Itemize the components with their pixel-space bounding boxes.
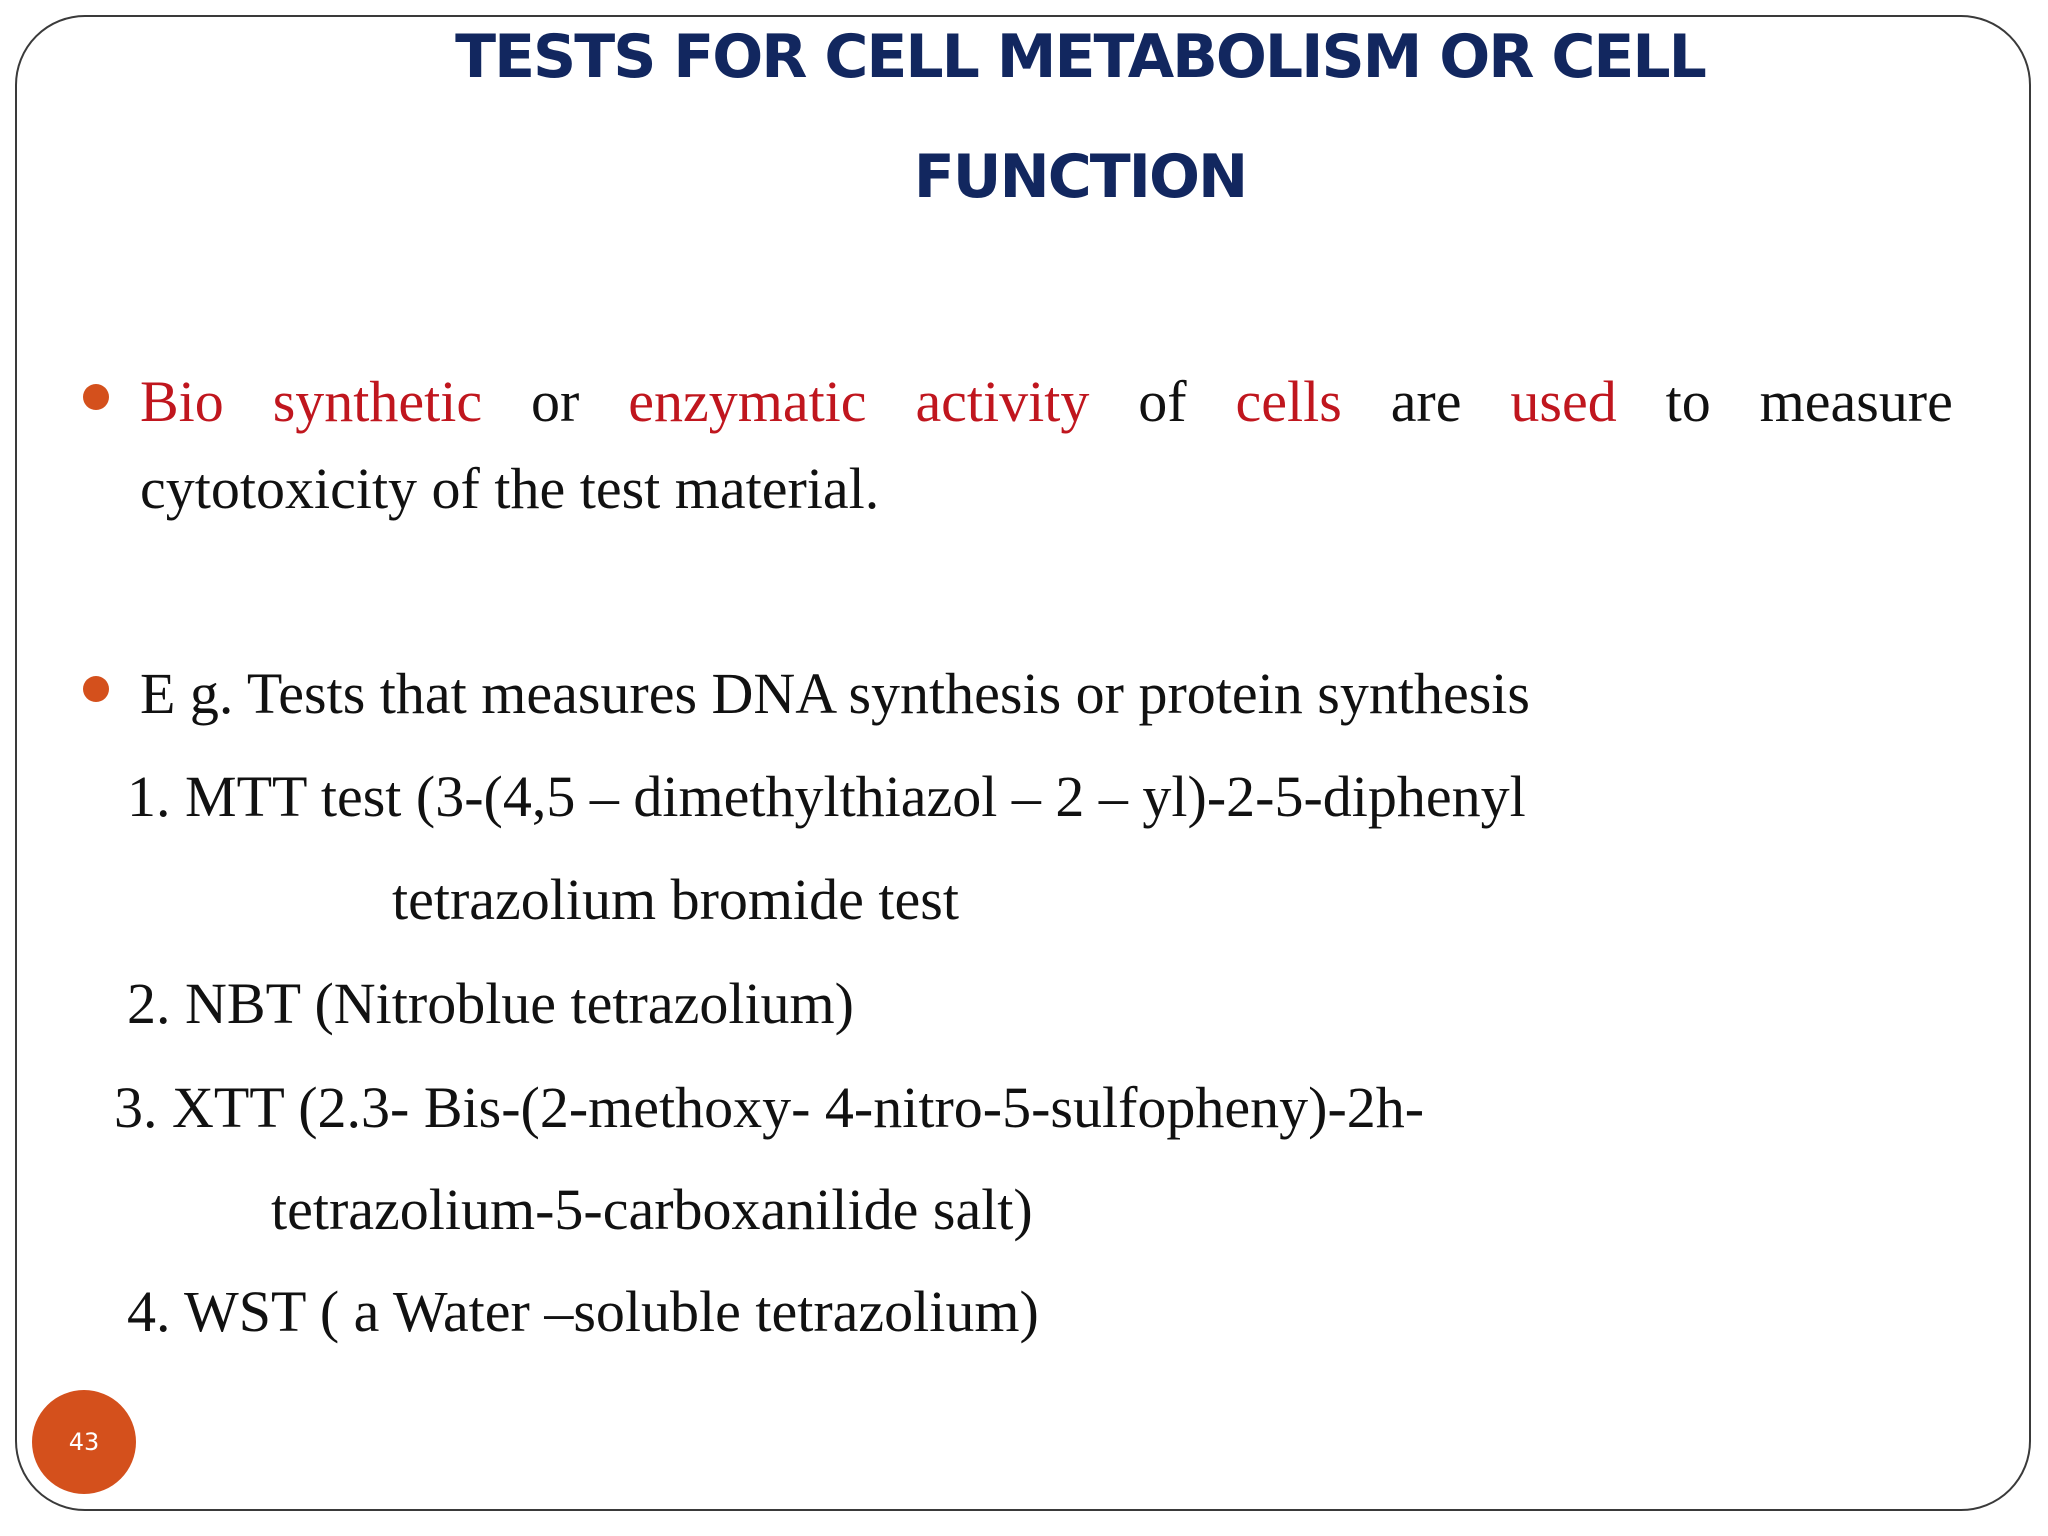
bullet1-word: Bio xyxy=(140,369,224,434)
list-item-1-line1: 1. MTT test (3-(4,5 – dimethylthiazol – 2 – yl)-2-5-diphenyl xyxy=(127,764,1526,829)
bullet-dot-icon xyxy=(83,676,109,702)
list-item-2: 2. NBT (Nitroblue tetrazolium) xyxy=(127,971,854,1036)
bullet1-word: synthetic xyxy=(272,369,483,434)
bullet1-word: or xyxy=(531,369,580,434)
list-item-3-line2: tetrazolium-5-carboxanilide salt) xyxy=(271,1177,1033,1242)
page-number-badge: 43 xyxy=(32,1390,136,1494)
bullet-dot-icon xyxy=(83,384,109,410)
slide-title-line2: FUNCTION xyxy=(913,142,1247,212)
slide-title-line1: TESTS FOR CELL METABOLISM OR CELL xyxy=(455,22,1705,92)
bullet1-word: enzymatic xyxy=(628,369,867,434)
bullet1-line1 xyxy=(140,368,1953,435)
list-item-4: 4. WST ( a Water –soluble tetrazolium) xyxy=(127,1279,1039,1344)
bullet1-word: used xyxy=(1510,369,1617,434)
list-item-3-line1: 3. XTT (2.3- Bis-(2-methoxy- 4-nitro-5-sulfopheny)-2h- xyxy=(114,1075,1425,1140)
bullet1-word: are xyxy=(1390,369,1462,434)
bullet1-word: of xyxy=(1138,369,1187,434)
bullet1-word: to xyxy=(1665,369,1711,434)
bullet1-word: measure xyxy=(1759,369,1953,434)
bullet1-word: cells xyxy=(1235,369,1342,434)
bullet2-text: E g. Tests that measures DNA synthesis or protein synthesis xyxy=(140,661,1530,726)
bullet1-word: activity xyxy=(915,369,1090,434)
bullet1-line2: cytotoxicity of the test material. xyxy=(140,456,880,521)
list-item-1-line2: tetrazolium bromide test xyxy=(392,867,959,932)
